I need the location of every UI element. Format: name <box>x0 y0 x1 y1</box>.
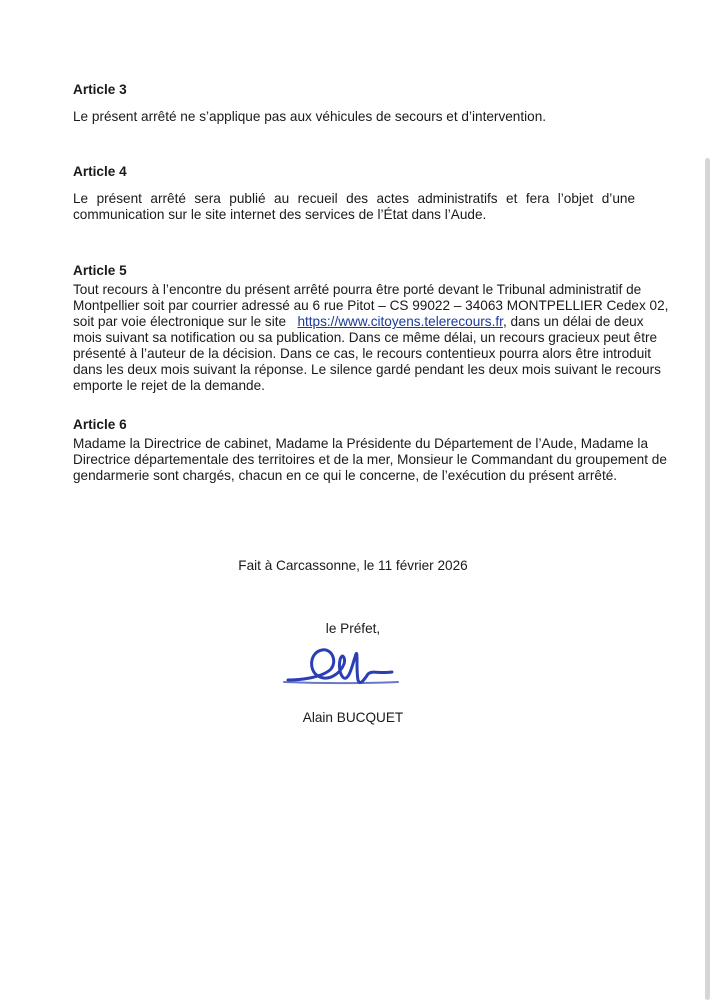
article-6-line: Directrice départementale des territoires et de la mer, Monsieur le Commandant du groupement de <box>73 452 667 467</box>
article-3-line: Le présent arrêté ne s’applique pas aux véhicules de secours et d’intervention. <box>73 109 547 124</box>
signatory-title: le Préfet, <box>325 621 381 636</box>
article-5-text: soit par voie électronique sur le site <box>73 314 287 329</box>
article-4-line: Le présent arrêté sera publié au recueil des actes administratifs et fera l’objet d’une <box>73 191 635 206</box>
handwritten-signature <box>280 640 400 692</box>
article-5-body <box>73 282 669 394</box>
article-4-title: Article 4 <box>73 164 127 179</box>
article-5-line: présenté à l’auteur de la décision. Dans ce cas, le recours contentieux pourra alors être introduit <box>73 346 652 361</box>
scrollbar[interactable] <box>705 158 710 1000</box>
article-4-body <box>73 191 635 223</box>
article-5-line-with-link <box>73 314 644 330</box>
article-3-body <box>73 109 635 125</box>
article-3-title: Article 3 <box>73 82 127 97</box>
article-5-line: emporte le rejet de la demande. <box>73 378 265 393</box>
article-5-line: dans les deux mois suivant la réponse. Le silence gardé pendant les deux mois suivant le recours <box>73 362 661 377</box>
article-5-text: , dans un délai de deux <box>502 314 644 329</box>
article-5-line: mois suivant sa notification ou sa publication. Dans ce même délai, un recours gracieux peut être <box>73 330 658 345</box>
article-4-line: communication sur le site internet des services de l’État dans l’Aude. <box>73 207 487 222</box>
article-6-line: Madame la Directrice de cabinet, Madame la Présidente du Département de l’Aude, Madame la <box>73 436 649 451</box>
article-6-body <box>73 436 667 484</box>
signatory-name: Alain BUCQUET <box>302 710 404 725</box>
article-5-title: Article 5 <box>73 263 127 278</box>
place-date: Fait à Carcassonne, le 11 février 2026 <box>238 558 468 573</box>
article-5-line: Tout recours à l’encontre du présent arrêté pourra être porté devant le Tribunal administratif de <box>73 282 642 297</box>
telerecours-link[interactable]: https://www.citoyens.telerecours.fr <box>297 314 503 329</box>
article-6-line: gendarmerie sont chargés, chacun en ce qui le concerne, de l’exécution du présent arrêté. <box>73 468 618 483</box>
article-6-title: Article 6 <box>73 417 127 432</box>
article-5-line: Montpellier soit par courrier adressé au 6 rue Pitot – CS 99022 – 34063 MONTPELLIER Cedex 02, <box>73 298 669 313</box>
